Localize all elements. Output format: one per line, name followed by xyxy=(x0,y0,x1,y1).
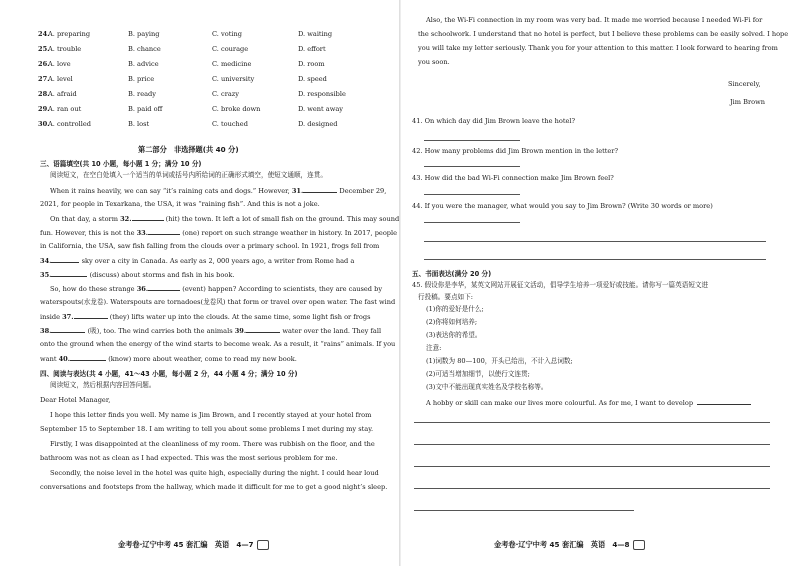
question-45: 45. 假设你是李华，某英文网站开展征文活动，倡导学生培养一项爱好或技能。请你写一篇英语短文进 xyxy=(412,281,709,289)
section4-instruction: 阅读短文，然后根据内容回答问题。 xyxy=(50,381,156,389)
passage-line: 35. (discuss) about storms and fish in his book. xyxy=(40,271,235,279)
question-number: 30. xyxy=(38,120,50,128)
passage-line: waterspouts(水龙卷). Waterspouts are tornadoes(龙卷风) that form or travel over open water. The fast wind xyxy=(40,298,396,306)
blank-number: 31. xyxy=(291,187,304,195)
option-a[interactable]: A. afraid xyxy=(48,90,77,98)
option-d[interactable]: D. designed xyxy=(298,120,338,128)
note-label: 注意: xyxy=(426,344,442,352)
option-a[interactable]: A. ran out xyxy=(48,105,82,113)
answer-blank[interactable] xyxy=(132,214,164,221)
question-number: 25. xyxy=(38,45,50,53)
answer-blank[interactable] xyxy=(246,326,280,333)
answer-line[interactable] xyxy=(424,222,520,223)
writing-line[interactable] xyxy=(414,488,770,489)
option-d[interactable]: D. room xyxy=(298,60,325,68)
option-b[interactable]: B. lost xyxy=(128,120,150,128)
option-c[interactable]: C. courage xyxy=(212,45,249,53)
passage-line: fun. However, this is not the 33. (one) report on such strange weather in history. In 2017, people xyxy=(40,229,398,237)
option-c[interactable]: C. voting xyxy=(212,30,242,38)
answer-blank[interactable] xyxy=(697,398,751,405)
answer-line[interactable] xyxy=(424,241,766,242)
option-b[interactable]: B. price xyxy=(128,75,155,83)
option-d[interactable]: D. speed xyxy=(298,75,327,83)
option-a[interactable]: A. love xyxy=(48,60,71,68)
option-a[interactable]: A. controlled xyxy=(48,120,91,128)
footer-left: 金考卷·辽宁中考 45 套汇编 英语 4—7 xyxy=(118,540,269,550)
question-42: 42. How many problems did Jim Brown mention in the letter? xyxy=(412,147,619,155)
option-b[interactable]: B. paid off xyxy=(128,105,163,113)
letter-line: conversations and footsteps from the hallway, which made it difficult for me to get a good night’s sleep. xyxy=(40,483,388,491)
note-item: (1)词数为 80—100，开头已给出，不计入总词数; xyxy=(426,357,573,365)
page-right xyxy=(400,0,800,566)
letter-line: Firstly, I was disappointed at the cleanliness of my room. There was rubbish on the floor, and the xyxy=(50,440,375,448)
point-item: (2)你将如何培养; xyxy=(426,318,478,326)
logo-icon xyxy=(257,540,269,550)
answer-blank[interactable] xyxy=(148,284,180,291)
note-item: (3)文中不能出现真实姓名及学校名称等。 xyxy=(426,383,548,391)
answer-blank[interactable] xyxy=(303,186,337,193)
logo-icon xyxy=(633,540,645,550)
passage-line: onto the ground when the energy of the wind starts to become weak. As a result, it “rains” animals. If you xyxy=(40,340,396,348)
essay-starter: A hobby or skill can make our lives more colourful. As for me, I want to develop xyxy=(426,398,751,408)
answer-line[interactable] xyxy=(424,259,766,260)
footer-right: 金考卷·辽宁中考 45 套汇编 英语 4—8 xyxy=(494,540,645,550)
answer-blank[interactable] xyxy=(51,270,87,277)
option-a[interactable]: A. trouble xyxy=(48,45,82,53)
note-item: (2)可适当增加细节，以使行文连贯; xyxy=(426,370,530,378)
point-item: (1)你的爱好是什么; xyxy=(426,305,484,313)
writing-line[interactable] xyxy=(414,422,770,423)
question-number: 29. xyxy=(38,105,50,113)
answer-line[interactable] xyxy=(424,166,520,167)
passage-line: So, how do these strange 36. (event) happen? According to scientists, they are caused by xyxy=(50,285,383,293)
part2-title: 第二部分 非选择题(共 40 分) xyxy=(138,145,239,154)
passage-line: 34. sky over a city in Canada. As early as 2, 000 years ago, a writer from Rome had a xyxy=(40,257,355,265)
section5-heading: 五、书面表达(满分 20 分) xyxy=(412,270,492,278)
option-c[interactable]: C. broke down xyxy=(212,105,261,113)
letter-closing: Sincerely, xyxy=(728,80,761,88)
question-number: 26. xyxy=(38,60,50,68)
letter-greeting: Dear Hotel Manager, xyxy=(40,396,111,404)
option-c[interactable]: C. university xyxy=(212,75,255,83)
point-item: (3)表达你的希望。 xyxy=(426,331,482,339)
passage-line: in California, the USA, saw fish falling from the clouds over a primary school. In 1921, frogs fell from xyxy=(40,242,380,250)
option-a[interactable]: A. level xyxy=(48,75,73,83)
passage-line: want 40. (know) more about weather, come to read my new book. xyxy=(40,355,297,363)
answer-blank[interactable] xyxy=(74,312,108,319)
question-number: 27. xyxy=(38,75,50,83)
answer-blank[interactable] xyxy=(51,326,85,333)
letter-line: Also, the Wi-Fi connection in my room was very bad. It made me worried because I needed Wi-Fi for xyxy=(426,16,763,24)
answer-line[interactable] xyxy=(424,194,520,195)
question-number: 24. xyxy=(38,30,50,38)
option-d[interactable]: D. went away xyxy=(298,105,344,113)
passage-line: When it rains heavily, we can say “it’s raining cats and dogs.” However, 31. December 29, xyxy=(50,187,387,195)
passage-line: 2021, for people in Texarkana, the USA, it was “raining fish”. And this is not a joke. xyxy=(40,200,320,208)
option-c[interactable]: C. touched xyxy=(212,120,248,128)
letter-signature: Jim Brown xyxy=(730,98,765,106)
option-a[interactable]: A. preparing xyxy=(48,30,91,38)
passage-line: inside 37. (they) lifts water up into the clouds. At the same time, some light fish or frogs xyxy=(40,313,371,321)
letter-line: you soon. xyxy=(418,58,450,66)
answer-line[interactable] xyxy=(424,140,520,141)
question-43: 43. How did the bad Wi-Fi connection make Jim Brown feel? xyxy=(412,174,614,182)
question-45-cont: 行投稿。要点如下: xyxy=(418,293,473,301)
option-b[interactable]: B. ready xyxy=(128,90,156,98)
answer-blank[interactable] xyxy=(51,256,79,263)
option-d[interactable]: D. responsible xyxy=(298,90,346,98)
option-b[interactable]: B. advice xyxy=(128,60,159,68)
answer-blank[interactable] xyxy=(70,354,106,361)
letter-line: the schoolwork. I understand that no hotel is perfect, but I believe these problems can be easily solved. I hope xyxy=(418,30,789,38)
letter-line: September 15 to September 18. I am writing to tell you about some problems I met during my stay. xyxy=(40,425,374,433)
question-44: 44. If you were the manager, what would you say to Jim Brown? (Write 30 words or more) xyxy=(412,202,713,210)
question-41: 41. On which day did Jim Brown leave the hotel? xyxy=(412,117,576,125)
option-b[interactable]: B. chance xyxy=(128,45,161,53)
letter-line: Secondly, the noise level in the hotel was quite high, especially during the night. I could hear loud xyxy=(50,469,379,477)
writing-line[interactable] xyxy=(414,510,634,511)
option-d[interactable]: D. waiting xyxy=(298,30,333,38)
question-number: 28. xyxy=(38,90,50,98)
letter-line: bathroom was not as clean as I had expected. This was the most serious problem for me. xyxy=(40,454,338,462)
option-c[interactable]: C. medicine xyxy=(212,60,252,68)
answer-blank[interactable] xyxy=(148,228,180,235)
option-c[interactable]: C. crazy xyxy=(212,90,239,98)
passage-line: 38. (吸), too. The wind carries both the animals 39. water over the land. They fall xyxy=(40,327,382,335)
letter-line: I hope this letter finds you well. My name is Jim Brown, and I recently stayed at your hotel from xyxy=(50,411,372,419)
passage-line: On that day, a storm 32. (hit) the town. It left a lot of small fish on the ground. This may sound xyxy=(50,215,400,223)
option-b[interactable]: B. paying xyxy=(128,30,160,38)
writing-line[interactable] xyxy=(414,444,770,445)
section3-heading: 三、语篇填空(共 10 小题，每小题 1 分；满分 10 分) xyxy=(40,160,202,168)
option-d[interactable]: D. effort xyxy=(298,45,326,53)
section4-heading: 四、阅读与表达(共 4 小题，41～43 小题，每小题 2 分，44 小题 4 分；满分 10 分) xyxy=(40,370,298,378)
letter-line: you will take my letter seriously. Thank you for your attention to this matter. I look forward to hearing from xyxy=(418,44,778,52)
writing-line[interactable] xyxy=(414,466,770,467)
section3-instruction: 阅读短文，在空白处填入一个适当的单词或括号内所给词的正确形式填空，使短文通顺，连贯。 xyxy=(50,171,327,179)
